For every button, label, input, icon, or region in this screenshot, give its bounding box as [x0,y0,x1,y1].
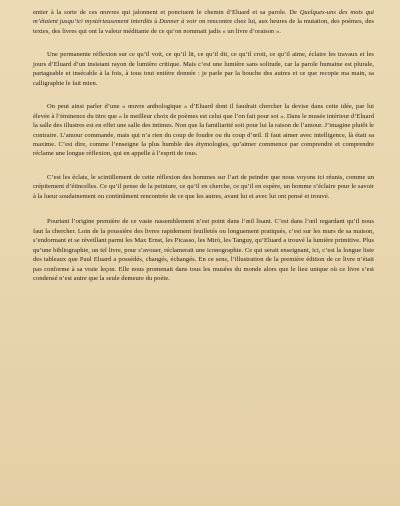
paragraph-1-text-a: entier à la sorte de ces œuvres qui jalonnent et ponctuent le chemin d’Eluard et sa parole. De [33,9,300,16]
paragraph-2: Une permanente réflexion sur ce qu’il voit, ce qu’il lit, ce qu’il dit, ce qu’il croit, ce qu’il aime, éclaire les travaux et les jours d’Eluard d’un insistant rayon de lumière critique. Mais c’est une lumière sans solitude, car la parole humaine est plurale, partageable et insécable à la fois, à tous tout entière donnée : je parle par la bouche des autres et ce que recopie ma main, sa calligraphie le fait mien. [33,51,374,87]
paragraph-5: Pourtant l’origine première de ce vaste rassemblement n’est point dans l’œil lisant. C’est dans l’œil regardant qu’il nous faut la chercher. Loin de la poussière des livres rapidement feuilletés ou longuement pratiqués, c’est sur les murs de sa maison, s’endormant et se réveillant parmi les Max Ernst, les Picasso, les Miró, les Tanguy, qu’Eluard a trouvé la lumière primitive. Plus qu’une bibliographie, un tel livre, pour s’avouer, réclamerait une iconographie. Ce qui serait enseignant, ici, c’est la longue liste des tableaux que Paul Eluard a possédés, changés, échangés. En ce sens, l’illustration de la première édition de ce livre n’était pas conforme à sa vraie leçon. Elle nous promenait dans tous les musées du monde alors que le lieu unique où ce livre s’est condensé n’est autre que la seule demeure du poète. [33,218,374,282]
paragraph-3: On peut ainsi parler d’une « œuvre anthologique » d’Eluard dont il faudrait chercher la devise dans cette idée, par lui élevée à l’éminence du titre que « le meilleur choix de poèmes est celui que l’on fait pour soi ». Dans le musée intérieur d’Eluard la salle des illustres est en effet une salle des intimes. Non que la familiarité soit pour lui la raison de l’amour. J’imagine plutôt le contraire. L’amour commande, mais qui n’a rien du coup de foudre ou du coup d’œil. Il faut aimer avec intelligence, là était sa maxime. C’est dire, comme l’enseigne la plus humble des étymologies, qu’aimer commence par comprendre et comprendre réclame une longue réflexion, qui en appelle à l’esprit de tous. [33,103,374,158]
paragraph-1-title-1: Quelques-uns des mots qui m’étaient jusqu’ici mystérieusement interdits [33,9,374,26]
paragraph-1-text-c: on rencontre chez lui, aux heures de la mutation, des poèmes, des textes, des livres qui ont la valeur méditante de ce qu’on nommait jadis « un livre d’oraison ». [33,18,374,35]
paragraph-1 [33,8,374,36]
paragraph-4: C’est les éclats, le scintillement de cette réflexion des hommes sur l’art de peindre que nous voyons ici réunis, comme un crépitement d’étincelles. Ce qu’il pense de la peinture, ce qu’il en cherche, ce qu’il en espère, un homme s’éclaire pour le savoir à la lueur soudainement ou continûment rencontrée de ce que les autres, avant lui et avec lui ont pensé et trouvé. [33,173,374,200]
paragraph-1-title-2: Donner à voir [159,18,197,26]
paragraph-1-text-b: à [152,18,160,26]
